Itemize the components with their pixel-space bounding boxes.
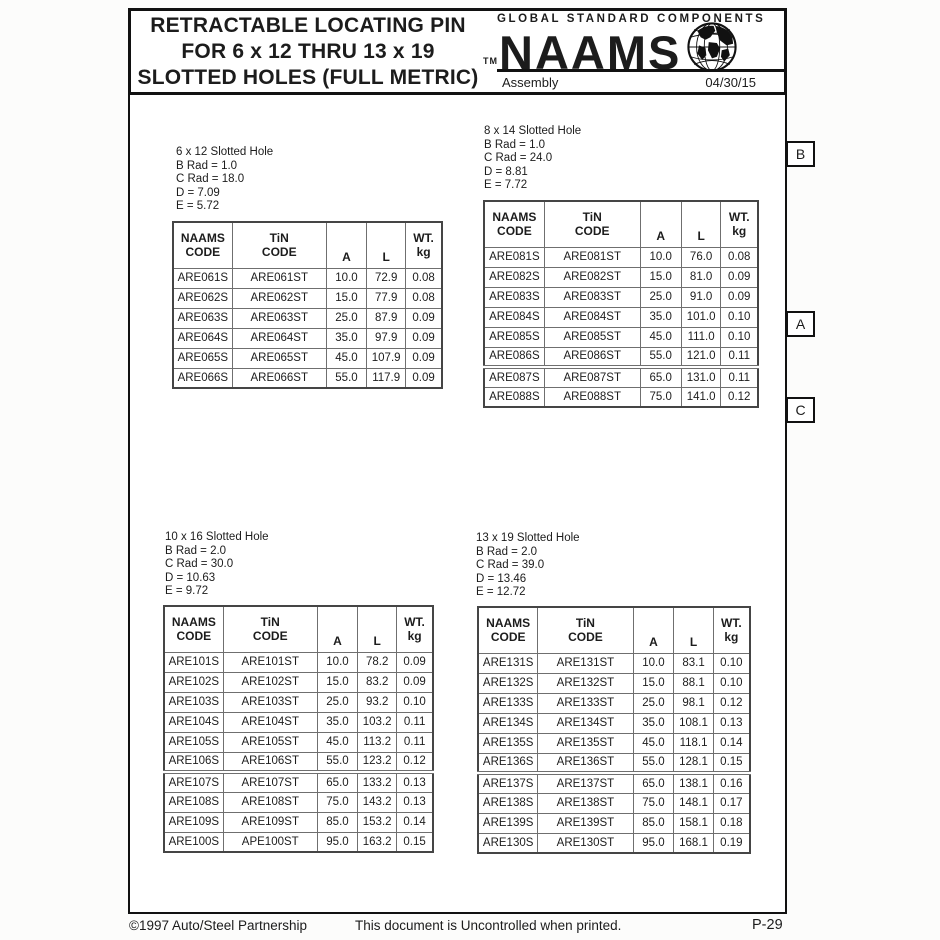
table-cell: 0.19 — [713, 833, 750, 853]
table-row — [484, 387, 758, 407]
side-label-a-text: A — [795, 316, 806, 332]
size-table-13x19 — [477, 606, 751, 854]
table-cell: 0.09 — [406, 348, 442, 368]
table-cell: 10.0 — [633, 653, 674, 673]
table-cell: 0.09 — [406, 308, 442, 328]
table-row — [164, 772, 433, 792]
logo-meta-row — [502, 75, 756, 90]
table-cell: 0.15 — [397, 832, 433, 852]
table-cell: 103.2 — [358, 712, 397, 732]
table-cell: ARE064ST — [232, 328, 326, 348]
table-cell: 111.0 — [681, 327, 721, 347]
table-cell: ARE101S — [164, 652, 223, 672]
table-cell: ARE131S — [478, 653, 538, 673]
table-cell: ARE107ST — [223, 772, 317, 792]
table-cell: 35.0 — [633, 713, 674, 733]
table-cell: ARE108ST — [223, 792, 317, 812]
side-label-c-text: C — [795, 402, 806, 418]
table-cell: 133.2 — [358, 772, 397, 792]
table-row — [164, 792, 433, 812]
column-header: WT. kg — [406, 222, 442, 268]
size-table-6x12 — [172, 221, 443, 389]
table-row — [164, 812, 433, 832]
table-cell: ARE102S — [164, 672, 223, 692]
table-cell: 0.10 — [713, 673, 750, 693]
spec-line: B Rad = 2.0 — [165, 544, 227, 557]
table-cell: 10.0 — [326, 268, 366, 288]
table-cell: 75.0 — [640, 387, 681, 407]
table-cell: ARE066S — [173, 368, 232, 388]
table-cell: 0.12 — [721, 387, 758, 407]
table-cell: ARE065S — [173, 348, 232, 368]
column-header: A — [317, 606, 357, 652]
table-cell: ARE135S — [478, 733, 538, 753]
table-cell: 55.0 — [326, 368, 366, 388]
spec-block-13x19 — [476, 532, 580, 600]
table-cell: 107.9 — [367, 348, 406, 368]
column-header: A — [633, 607, 674, 653]
brand-name: NAAMS — [499, 26, 682, 79]
table-row — [484, 287, 758, 307]
table-row — [484, 307, 758, 327]
column-header: WT. kg — [721, 201, 758, 247]
table-cell: 15.0 — [633, 673, 674, 693]
column-header: WT. kg — [397, 606, 433, 652]
table-cell: ARE105ST — [223, 732, 317, 752]
table-cell: 0.10 — [721, 307, 758, 327]
table-row — [478, 733, 750, 753]
table-row — [164, 732, 433, 752]
table-cell: 0.08 — [406, 268, 442, 288]
table-cell: 148.1 — [674, 793, 713, 813]
table-cell: ARE083ST — [544, 287, 640, 307]
spec-line: D = 7.09 — [176, 186, 220, 199]
table-cell: ARE106ST — [223, 752, 317, 772]
table-cell: 0.11 — [721, 367, 758, 387]
table-cell: 95.0 — [317, 832, 357, 852]
table-cell: 77.9 — [367, 288, 406, 308]
spec-line: B Rad = 1.0 — [176, 159, 238, 172]
table-cell: 65.0 — [317, 772, 357, 792]
revision-date: 04/30/15 — [705, 75, 756, 90]
table-cell: ARE132ST — [538, 673, 633, 693]
table-cell: ARE131ST — [538, 653, 633, 673]
table-cell: 121.0 — [681, 347, 721, 367]
table-cell: ARE081ST — [544, 247, 640, 267]
side-label-c — [786, 397, 815, 423]
table-cell: ARE136S — [478, 753, 538, 773]
table-cell: ARE087S — [484, 367, 544, 387]
table-cell: 93.2 — [358, 692, 397, 712]
table-row — [478, 693, 750, 713]
table-cell: ARE063ST — [232, 308, 326, 328]
page-title-line: RETRACTABLE LOCATING PIN — [150, 13, 466, 37]
table-cell: 113.2 — [358, 732, 397, 752]
naams-logo-block — [483, 11, 784, 92]
table-cell: 0.13 — [397, 792, 433, 812]
table-cell: ARE132S — [478, 673, 538, 693]
table-row — [173, 328, 442, 348]
table-cell: 15.0 — [326, 288, 366, 308]
table-cell: 0.17 — [713, 793, 750, 813]
side-label-b-text: B — [795, 146, 806, 162]
table-cell: ARE139ST — [538, 813, 633, 833]
table-cell: 153.2 — [358, 812, 397, 832]
table-cell: ARE133ST — [538, 693, 633, 713]
table-cell: ARE137S — [478, 773, 538, 793]
table-cell: 0.13 — [397, 772, 433, 792]
table-cell: 0.09 — [397, 652, 433, 672]
table-cell: 75.0 — [317, 792, 357, 812]
table-cell: 25.0 — [317, 692, 357, 712]
table-cell: 0.13 — [713, 713, 750, 733]
side-label-b — [786, 141, 815, 167]
page-title-line: FOR 6 x 12 THRU 13 x 19 — [181, 39, 435, 63]
table-cell: 108.1 — [674, 713, 713, 733]
table-cell: ARE084ST — [544, 307, 640, 327]
table-row — [478, 713, 750, 733]
table-row — [173, 288, 442, 308]
table-cell: ARE136ST — [538, 753, 633, 773]
spec-block-8x14 — [484, 125, 581, 193]
table-cell: ARE061ST — [232, 268, 326, 288]
table-cell: 0.09 — [721, 267, 758, 287]
table-cell: 0.14 — [397, 812, 433, 832]
trademark-label: TM — [483, 56, 498, 66]
table-cell: ARE106S — [164, 752, 223, 772]
page-number: P-29 — [752, 917, 783, 933]
table-cell: 158.1 — [674, 813, 713, 833]
table-row — [478, 813, 750, 833]
column-header: WT. kg — [713, 607, 750, 653]
table-cell: 118.1 — [674, 733, 713, 753]
spec-line: C Rad = 18.0 — [176, 173, 245, 186]
table-cell: 85.0 — [633, 813, 674, 833]
table-cell: ARE135ST — [538, 733, 633, 753]
table-row — [164, 692, 433, 712]
table-cell: 81.0 — [681, 267, 721, 287]
table-cell: ARE139S — [478, 813, 538, 833]
table-cell: 0.11 — [721, 347, 758, 367]
table-cell: 76.0 — [681, 247, 721, 267]
table-cell: ARE088S — [484, 387, 544, 407]
page-footer — [0, 916, 940, 940]
column-header: L — [674, 607, 713, 653]
table-row — [478, 673, 750, 693]
table-cell: 45.0 — [640, 327, 681, 347]
header-title-box — [128, 8, 787, 95]
table-cell: 55.0 — [317, 752, 357, 772]
table-row — [164, 832, 433, 852]
table-cell: 83.2 — [358, 672, 397, 692]
table-cell: 55.0 — [633, 753, 674, 773]
table-cell: ARE137ST — [538, 773, 633, 793]
table-cell: ARE103S — [164, 692, 223, 712]
table-row — [164, 712, 433, 732]
table-cell: 168.1 — [674, 833, 713, 853]
spec-line: 13 x 19 Slotted Hole — [476, 532, 580, 544]
table-cell: ARE065ST — [232, 348, 326, 368]
table-cell: 163.2 — [358, 832, 397, 852]
table-row — [173, 348, 442, 368]
brand-row — [483, 21, 738, 79]
table-cell: 65.0 — [633, 773, 674, 793]
table-cell: 98.1 — [674, 693, 713, 713]
table-cell: ARE081S — [484, 247, 544, 267]
table-cell: 75.0 — [633, 793, 674, 813]
spec-line: E = 5.72 — [176, 200, 220, 213]
table-row — [484, 367, 758, 387]
table-cell: 25.0 — [326, 308, 366, 328]
table-cell: 83.1 — [674, 653, 713, 673]
table-cell: ARE130ST — [538, 833, 633, 853]
side-label-a — [786, 311, 815, 337]
header-row — [478, 607, 750, 653]
table-cell: ARE109S — [164, 812, 223, 832]
table-cell: ARE085S — [484, 327, 544, 347]
size-table-8x14 — [483, 200, 759, 408]
table-cell: 131.0 — [681, 367, 721, 387]
table-cell: 95.0 — [633, 833, 674, 853]
table-cell: ARE133S — [478, 693, 538, 713]
table-cell: 45.0 — [326, 348, 366, 368]
header-row — [173, 222, 442, 268]
table-row — [164, 652, 433, 672]
table-cell: 45.0 — [633, 733, 674, 753]
table-cell: 117.9 — [367, 368, 406, 388]
table-row — [164, 752, 433, 772]
table-cell: 0.09 — [721, 287, 758, 307]
spec-line: B Rad = 2.0 — [476, 545, 538, 558]
table-row — [478, 653, 750, 673]
table-cell: ARE063S — [173, 308, 232, 328]
column-header: NAAMS CODE — [484, 201, 544, 247]
table-cell: ARE108S — [164, 792, 223, 812]
column-header: L — [367, 222, 406, 268]
spec-line: E = 9.72 — [165, 585, 209, 598]
table-cell: 87.9 — [367, 308, 406, 328]
column-header: L — [358, 606, 397, 652]
logo-divider — [497, 69, 784, 72]
table-cell: 0.14 — [713, 733, 750, 753]
column-header: TiN CODE — [232, 222, 326, 268]
table-cell: 138.1 — [674, 773, 713, 793]
table-cell: 55.0 — [640, 347, 681, 367]
table-cell: ARE100S — [164, 832, 223, 852]
table-cell: 78.2 — [358, 652, 397, 672]
category-label: Assembly — [502, 75, 559, 90]
spec-line: E = 12.72 — [476, 586, 526, 599]
spec-line: E = 7.72 — [484, 179, 528, 192]
header-row — [164, 606, 433, 652]
table-row — [164, 672, 433, 692]
spec-line: 8 x 14 Slotted Hole — [484, 125, 582, 137]
table-cell: 0.08 — [406, 288, 442, 308]
table-cell: 65.0 — [640, 367, 681, 387]
table-cell: 0.16 — [713, 773, 750, 793]
table-cell: 35.0 — [317, 712, 357, 732]
table-cell: ARE138S — [478, 793, 538, 813]
table-cell: ARE083S — [484, 287, 544, 307]
table-cell: 101.0 — [681, 307, 721, 327]
spec-line: C Rad = 24.0 — [484, 152, 553, 165]
column-header: NAAMS CODE — [478, 607, 538, 653]
table-cell: 0.09 — [406, 368, 442, 388]
table-cell: 0.15 — [713, 753, 750, 773]
table-cell: APE100ST — [223, 832, 317, 852]
table-cell: 141.0 — [681, 387, 721, 407]
table-cell: 143.2 — [358, 792, 397, 812]
column-header: A — [640, 201, 681, 247]
table-cell: 128.1 — [674, 753, 713, 773]
table-row — [484, 267, 758, 287]
table-cell: 35.0 — [640, 307, 681, 327]
table-row — [484, 247, 758, 267]
table-cell: 10.0 — [317, 652, 357, 672]
table-cell: 10.0 — [640, 247, 681, 267]
table-row — [478, 753, 750, 773]
table-cell: 88.1 — [674, 673, 713, 693]
table-cell: ARE102ST — [223, 672, 317, 692]
table-cell: ARE062S — [173, 288, 232, 308]
table-cell: ARE101ST — [223, 652, 317, 672]
spec-block-10x16 — [165, 531, 269, 599]
column-header: NAAMS CODE — [164, 606, 223, 652]
table-cell: ARE061S — [173, 268, 232, 288]
table-cell: ARE138ST — [538, 793, 633, 813]
table-cell: ARE064S — [173, 328, 232, 348]
spec-line: B Rad = 1.0 — [484, 138, 546, 151]
table-cell: ARE134ST — [538, 713, 633, 733]
table-cell: ARE103ST — [223, 692, 317, 712]
size-table-10x16 — [163, 605, 434, 853]
table-row — [484, 347, 758, 367]
table-cell: 85.0 — [317, 812, 357, 832]
spec-line: 6 x 12 Slotted Hole — [176, 146, 274, 158]
table-cell: 25.0 — [633, 693, 674, 713]
spec-line: C Rad = 39.0 — [476, 559, 545, 572]
spec-block-6x12 — [176, 146, 273, 214]
table-cell: 0.10 — [397, 692, 433, 712]
column-header: TiN CODE — [223, 606, 317, 652]
table-row — [484, 327, 758, 347]
table-cell: 91.0 — [681, 287, 721, 307]
table-cell: 15.0 — [317, 672, 357, 692]
header-row — [484, 201, 758, 247]
table-cell: ARE088ST — [544, 387, 640, 407]
spec-line: 10 x 16 Slotted Hole — [165, 531, 269, 543]
table-cell: ARE107S — [164, 772, 223, 792]
uncontrolled-notice: This document is Uncontrolled when printed. — [355, 918, 622, 933]
table-cell: 0.18 — [713, 813, 750, 833]
table-cell: ARE066ST — [232, 368, 326, 388]
table-cell: ARE130S — [478, 833, 538, 853]
table-cell: 0.11 — [397, 712, 433, 732]
table-cell: 45.0 — [317, 732, 357, 752]
table-cell: 0.12 — [397, 752, 433, 772]
spec-line: C Rad = 30.0 — [165, 558, 234, 571]
table-cell: 35.0 — [326, 328, 366, 348]
table-row — [173, 268, 442, 288]
table-cell: 15.0 — [640, 267, 681, 287]
table-cell: ARE104S — [164, 712, 223, 732]
table-cell: 0.09 — [406, 328, 442, 348]
table-cell: ARE085ST — [544, 327, 640, 347]
spec-line: D = 8.81 — [484, 165, 528, 178]
table-cell: ARE104ST — [223, 712, 317, 732]
table-cell: 0.08 — [721, 247, 758, 267]
spec-line: D = 13.46 — [476, 572, 527, 585]
column-header: TiN CODE — [538, 607, 633, 653]
table-cell: 72.9 — [367, 268, 406, 288]
table-row — [478, 833, 750, 853]
table-cell: 0.11 — [397, 732, 433, 752]
table-cell: 123.2 — [358, 752, 397, 772]
table-cell: ARE082S — [484, 267, 544, 287]
column-header: L — [681, 201, 721, 247]
table-cell: ARE134S — [478, 713, 538, 733]
brand-tagline: GLOBAL STANDARD COMPONENTS — [497, 13, 766, 25]
column-header: A — [326, 222, 366, 268]
table-cell: ARE109ST — [223, 812, 317, 832]
table-cell: ARE086S — [484, 347, 544, 367]
page-title — [133, 11, 483, 92]
spec-line: D = 10.63 — [165, 571, 216, 584]
table-cell: 97.9 — [367, 328, 406, 348]
table-row — [173, 308, 442, 328]
table-cell: ARE086ST — [544, 347, 640, 367]
column-header: NAAMS CODE — [173, 222, 232, 268]
table-cell: ARE082ST — [544, 267, 640, 287]
table-row — [478, 773, 750, 793]
table-cell: 25.0 — [640, 287, 681, 307]
table-row — [173, 368, 442, 388]
table-cell: ARE084S — [484, 307, 544, 327]
column-header: TiN CODE — [544, 201, 640, 247]
page-title-line: SLOTTED HOLES (FULL METRIC) — [137, 65, 479, 89]
table-cell: 0.09 — [397, 672, 433, 692]
table-row — [478, 793, 750, 813]
copyright-text: ©1997 Auto/Steel Partnership — [129, 918, 308, 933]
table-cell: 0.10 — [713, 653, 750, 673]
table-cell: ARE087ST — [544, 367, 640, 387]
table-cell: 0.12 — [713, 693, 750, 713]
table-cell: 0.10 — [721, 327, 758, 347]
table-cell: ARE062ST — [232, 288, 326, 308]
table-cell: ARE105S — [164, 732, 223, 752]
